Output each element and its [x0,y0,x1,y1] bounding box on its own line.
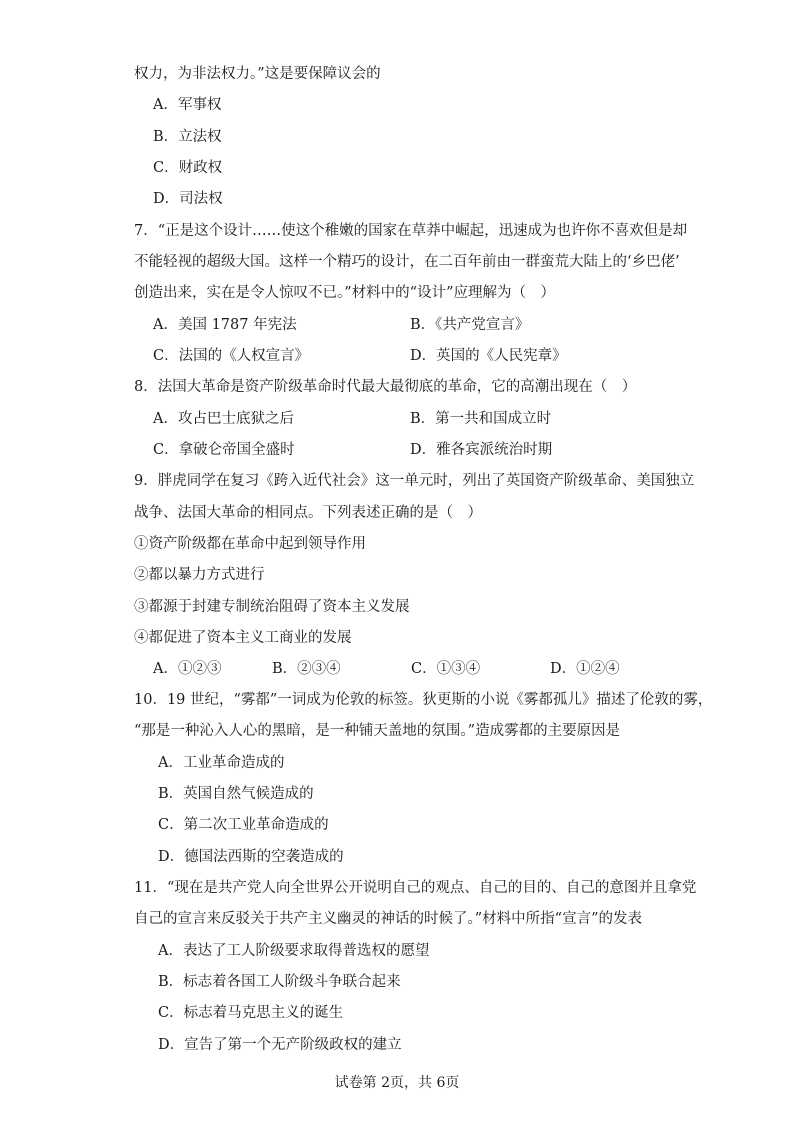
q8-option-b: B．第一共和国成立时 [410,411,552,427]
page-footer: 试卷第 2页，共 6页 [334,1075,460,1091]
q11-stem-line-2: 自己的宣言来反驳关于共产主义幽灵的神话的时候了。”材料中所指“宣言”的发表 [134,911,642,927]
q10-stem-line-2: “那是一种沁入人心的黑暗，是一种铺天盖地的氛围。”造成雾都的主要原因是 [134,723,621,739]
q10-option-c: C．第二次工业革命造成的 [158,817,329,833]
q11-option-a: A．表达了工人阶级要求取得普选权的愿望 [158,943,430,959]
q9-option-c: C．①③④ [411,661,481,677]
q7-option-c: C．法国的《人权宣言》 [153,348,310,364]
q9-stem-line-1: 9．胖虎同学在复习《跨入近代社会》这一单元时，列出了英国资产阶级革命、美国独立 [134,473,695,489]
q9-statement-2: ②都以暴力方式进行 [134,567,265,583]
q10-option-d: D．德国法西斯的空袭造成的 [158,849,344,865]
q9-stem-line-2: 战争、法国大革命的相同点。下列表述正确的是（ ） [134,505,482,521]
q10-option-a: A．工业革命造成的 [158,755,285,771]
q8-stem: 8．法国大革命是资产阶级革命时代最大最彻底的革命，它的高潮出现在（ ） [134,379,637,395]
q7-stem-line-3: 创造出来，实在是令人惊叹不已。”材料中的“设计”应理解为（ ） [134,285,555,301]
q6-option-d: D．司法权 [153,191,223,207]
q9-option-b: B．②③④ [272,661,341,677]
q6-option-b: B．立法权 [153,129,222,145]
q6-option-a: A．军事权 [153,97,222,113]
q10-option-b: B．英国自然气候造成的 [158,786,314,802]
q11-option-c: C．标志着马克思主义的诞生 [158,1005,344,1021]
q8-option-c: C．拿破仑帝国全盛时 [153,442,295,458]
q11-option-d: D．宣告了第一个无产阶级政权的建立 [158,1037,402,1053]
q7-stem-line-1: 7．“正是这个设计……使这个稚嫩的国家在草莽中崛起，迅速成为也许你不喜欢但是却 [134,223,688,239]
q11-option-b: B．标志着各国工人阶级斗争联合起来 [158,974,401,990]
q7-option-d: D．英国的《人民宪章》 [410,348,567,364]
q9-statement-1: ①资产阶级都在革命中起到领导作用 [134,536,366,552]
q6-option-c: C．财政权 [153,160,223,176]
q6-stem-continuation: 权力，为非法权力。”这是要保障议会的 [134,66,381,82]
q7-option-b: B．《共产党宣言》 [410,317,530,333]
q9-statement-3: ③都源于封建专制统治阻碍了资本主义发展 [134,599,410,615]
q8-option-a: A．攻占巴士底狱之后 [153,411,294,427]
q7-option-a: A．美国 1787 年宪法 [153,317,297,333]
q9-statement-4: ④都促进了资本主义工商业的发展 [134,630,352,646]
q10-stem-line-1: 10．19 世纪，“雾都”一词成为伦敦的标签。狄更斯的小说《雾都孤儿》描述了伦敦的雾， [134,692,713,708]
q11-stem-line-1: 11．“现在是共产党人向全世界公开说明自己的观点、自己的目的、自己的意图并且拿党 [134,880,697,896]
q9-option-a: A．①②③ [153,661,222,677]
q7-stem-line-2: 不能轻视的超级大国。这样一个精巧的设计，在二百年前由一群蛮荒大陆上的‘乡巴佬’ [134,254,680,270]
q9-option-d: D．①②④ [550,661,620,677]
q8-option-d: D．雅各宾派统治时期 [410,442,553,458]
